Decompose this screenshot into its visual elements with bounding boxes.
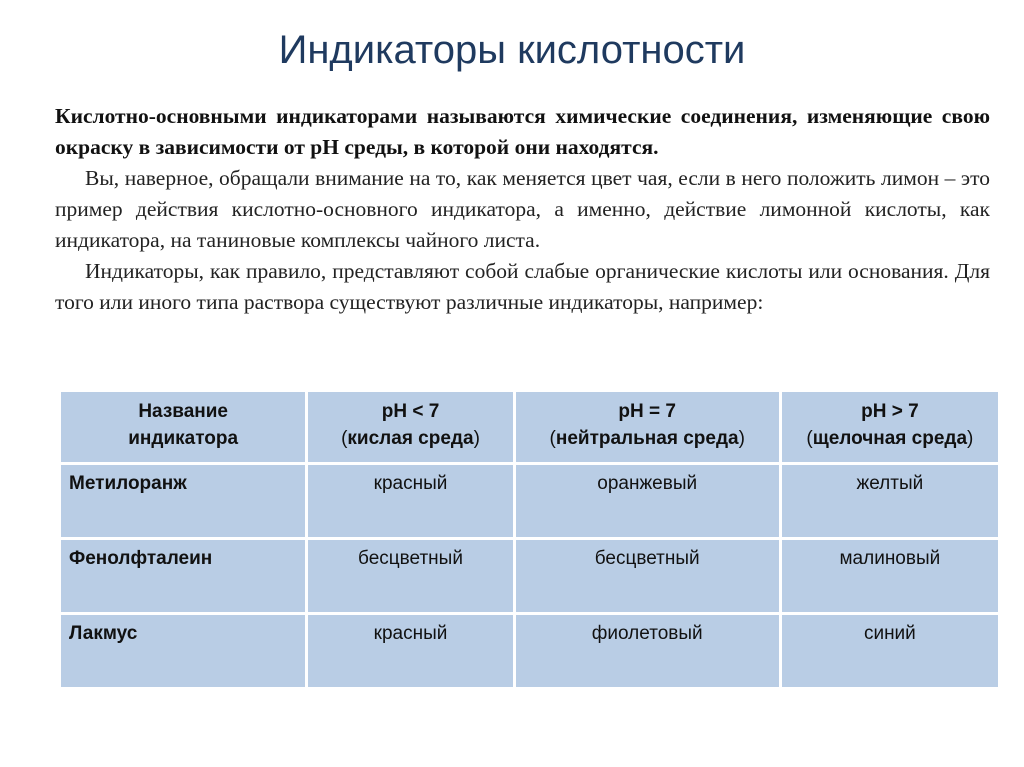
alkaline-color: синий — [780, 614, 999, 689]
acid-color: красный — [307, 614, 514, 689]
indicators-paragraph: Индикаторы, как правило, представляют собой слабые органические кислоты или основания. Для того или иного типа раствора существуют различные индикаторы, например: — [55, 259, 990, 314]
indicator-name: Фенолфталеин — [60, 539, 307, 614]
acid-color: бесцветный — [307, 539, 514, 614]
header-line: pH = 7 — [618, 401, 676, 422]
header-neutral: pH = 7 (нейтральная среда) — [514, 391, 780, 464]
header-alkaline: pH > 7 (щелочная среда) — [780, 391, 999, 464]
header-line: нейтральная среда — [555, 428, 739, 449]
indicator-name: Метилоранж — [60, 464, 307, 539]
header-line: индикатора — [128, 428, 239, 449]
header-line: кислая среда — [347, 428, 474, 449]
table-row — [60, 539, 1000, 614]
table-row — [60, 464, 1000, 539]
header-line: pH > 7 — [861, 401, 919, 422]
neutral-color: оранжевый — [514, 464, 780, 539]
header-acid: pH < 7 (кислая среда) — [307, 391, 514, 464]
header-line: pH < 7 — [381, 401, 440, 422]
indicators-table — [58, 389, 1001, 690]
tea-example-paragraph: Вы, наверное, обращали внимание на то, как меняется цвет чая, если в него положить лимон – это пример действия кислотно-основного индикатора, а именно, действие лимонной кислоты, как индикатора, на таниновые комплексы чайного листа. — [55, 166, 990, 252]
header-line: щелочная среда — [812, 428, 968, 449]
indicator-name: Лакмус — [60, 614, 307, 689]
alkaline-color: желтый — [780, 464, 999, 539]
header-line: Название — [138, 401, 228, 422]
slide-title: Индикаторы кислотности — [278, 28, 746, 72]
table-row — [60, 614, 1000, 689]
neutral-color: фиолетовый — [514, 614, 780, 689]
header-name — [60, 391, 307, 464]
definition-paragraph: Кислотно-основными индикаторами называются химические соединения, изменяющие свою окраску в зависимости от pH среды, в которой они находятся. — [55, 104, 990, 159]
body-text — [55, 101, 990, 318]
table-header-row — [60, 391, 1000, 464]
alkaline-color: малиновый — [780, 539, 999, 614]
neutral-color: бесцветный — [514, 539, 780, 614]
acid-color: красный — [307, 464, 514, 539]
